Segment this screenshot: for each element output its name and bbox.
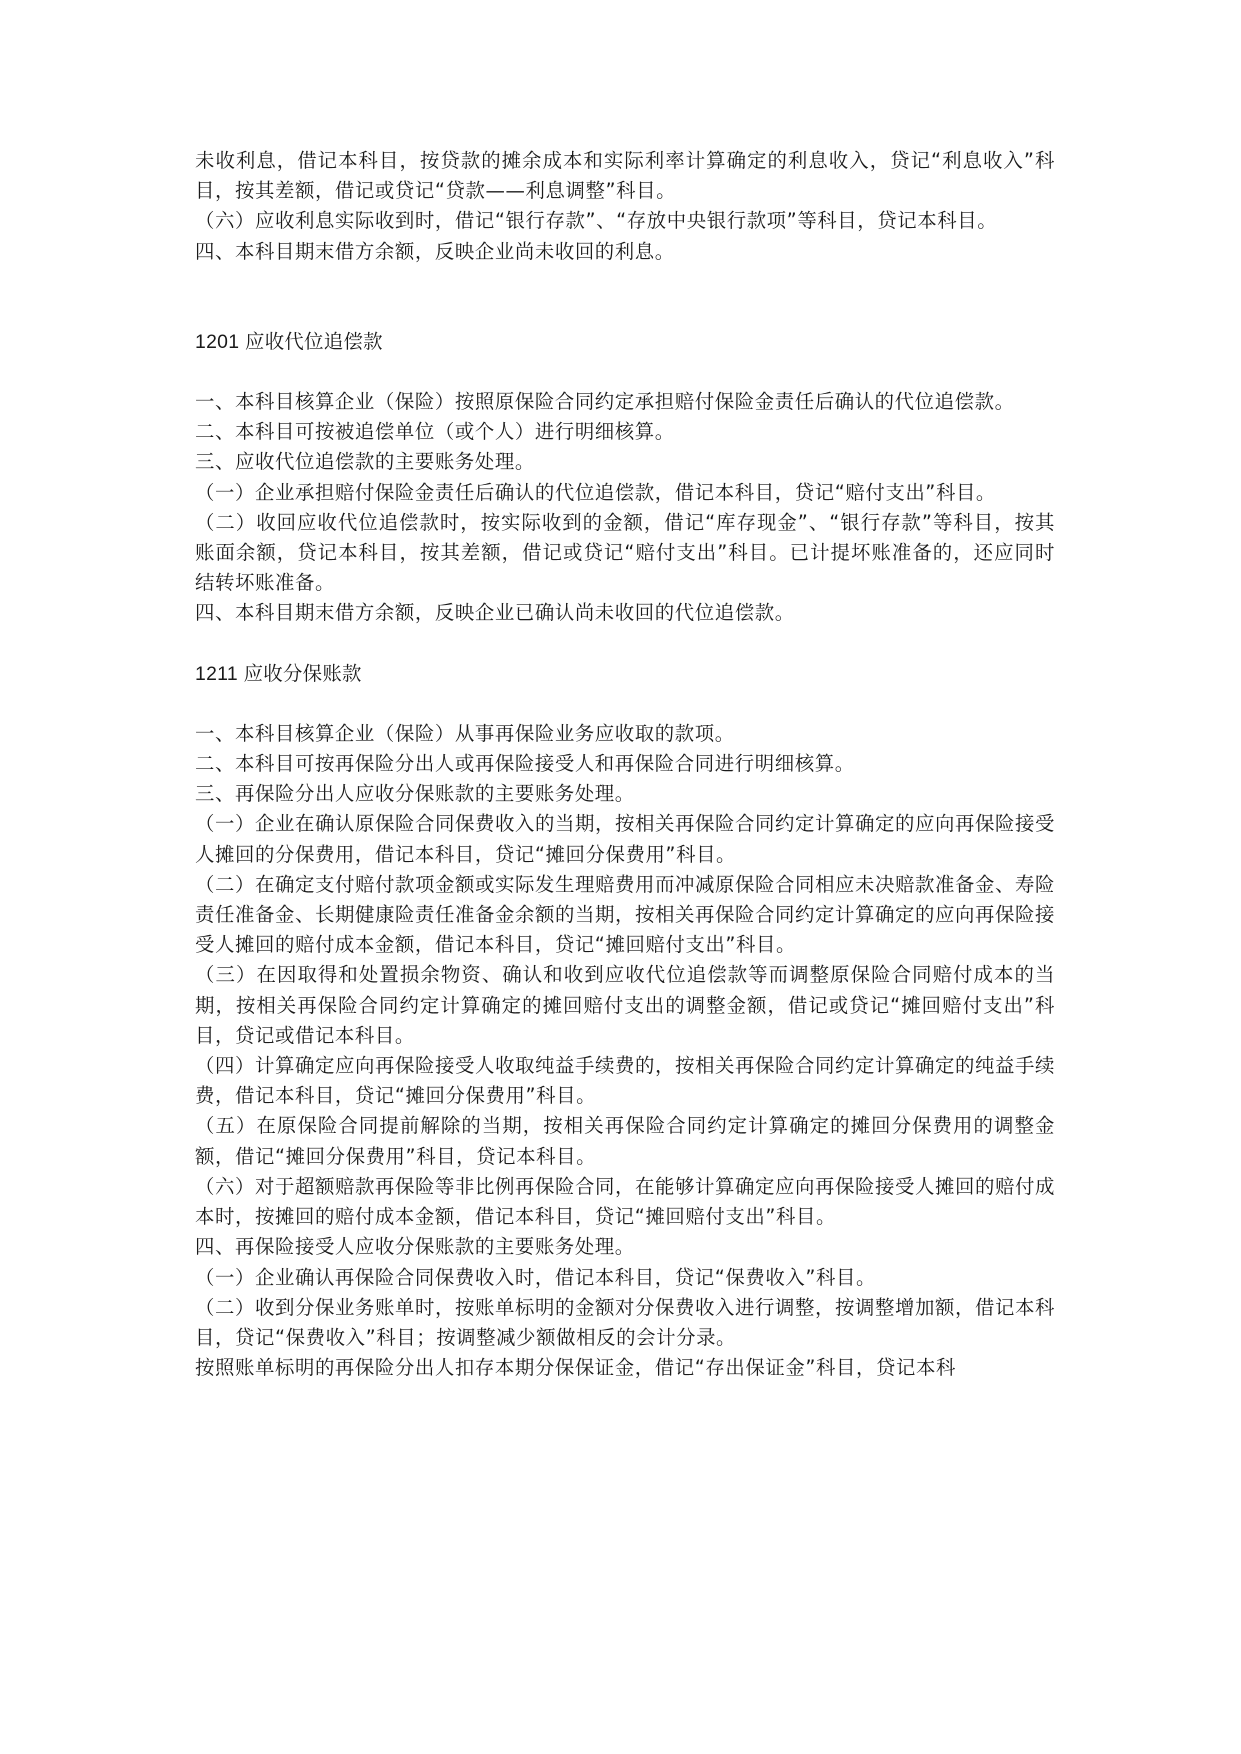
paragraph: （一）企业承担赔付保险金责任后确认的代位追偿款，借记本科目，贷记“赔付支出”科目。 [195,480,996,504]
paragraph: 三、应收代位追偿款的主要账务处理。 [195,450,535,474]
paragraph: （二）收回应收代位追偿款时，按实际收到的金额，借记“库存现金”、“银行存款”等科目，按其账面余额，贷记本科目，按其差额，借记或贷记“赔付支出”科目。已计提坏账准备的，还应同时结转坏账准备。 [195,510,1055,595]
paragraph: 四、本科目期末借方余额，反映企业已确认尚未收回的代位追偿款。 [195,601,795,625]
paragraph: （二）收到分保业务账单时，按账单标明的金额对分保费收入进行调整，按调整增加额，借记本科目，贷记“保费收入”科目；按调整减少额做相反的会计分录。 [195,1295,1055,1349]
paragraph: 三、再保险分出人应收分保账款的主要账务处理。 [195,782,635,806]
paragraph: 一、本科目核算企业（保险）按照原保险合同约定承担赔付保险金责任后确认的代位追偿款。 [195,390,1015,414]
paragraph: 按照账单标明的再保险分出人扣存本期分保保证金，借记“存出保证金”科目，贷记本科 [195,1356,956,1380]
paragraph: 二、本科目可按被追偿单位（或个人）进行明细核算。 [195,420,675,444]
document-body [195,146,1055,1383]
paragraph: 二、本科目可按再保险分出人或再保险接受人和再保险合同进行明细核算。 [195,752,855,776]
paragraph: 四、再保险接受人应收分保账款的主要账务处理。 [195,1235,635,1259]
paragraph: 未收利息，借记本科目，按贷款的摊余成本和实际利率计算确定的利息收入，贷记“利息收入”科目，按其差额，借记或贷记“贷款——利息调整”科目。 [195,149,1055,203]
paragraph: （六）对于超额赔款再保险等非比例再保险合同，在能够计算确定应向再保险接受人摊回的赔付成本时，按摊回的赔付成本金额，借记本科目，贷记“摊回赔付支出”科目。 [195,1174,1055,1229]
spacer [195,357,1055,387]
paragraph: （六）应收利息实际收到时，借记“银行存款”、“存放中央银行款项”等科目，贷记本科目。 [195,209,998,233]
spacer [195,629,1055,659]
spacer [195,267,1055,327]
paragraph: （五）在原保险合同提前解除的当期，按相关再保险合同约定计算确定的摊回分保费用的调整金额，借记“摊回分保费用”科目，贷记本科目。 [195,1114,1055,1168]
paragraph: （三）在因取得和处置损余物资、确认和收到应收代位追偿款等而调整原保险合同赔付成本的当期，按相关再保险合同约定计算确定的摊回赔付支出的调整金额，借记或贷记“摊回赔付支出”科目，贷记或借记本科目。 [195,963,1055,1047]
paragraph: 四、本科目期末借方余额，反映企业尚未收回的利息。 [195,239,675,263]
spacer [195,689,1055,719]
paragraph: 一、本科目核算企业（保险）从事再保险业务应收取的款项。 [195,721,735,745]
paragraph: （一）企业确认再保险合同保费收入时，借记本科目，贷记“保费收入”科目。 [195,1265,876,1289]
section-heading-1211: 1211 应收分保账款 [195,662,362,685]
paragraph: （二）在确定支付赔付款项金额或实际发生理赔费用而冲减原保险合同相应未决赔款准备金、寿险责任准备金、长期健康险责任准备金余额的当期，按相关再保险合同约定计算确定的应向再保险接受人摊回的赔付成本金额，借记本科目，贷记“摊回赔付支出”科目。 [195,872,1055,957]
section-heading-1201: 1201 应收代位追偿款 [195,330,383,353]
paragraph: （一）企业在确认原保险合同保费收入的当期，按相关再保险合同约定计算确定的应向再保险接受人摊回的分保费用，借记本科目，贷记“摊回分保费用”科目。 [195,812,1055,866]
paragraph: （四）计算确定应向再保险接受人收取纯益手续费的，按相关再保险合同约定计算确定的纯益手续费，借记本科目，贷记“摊回分保费用”科目。 [195,1054,1055,1108]
